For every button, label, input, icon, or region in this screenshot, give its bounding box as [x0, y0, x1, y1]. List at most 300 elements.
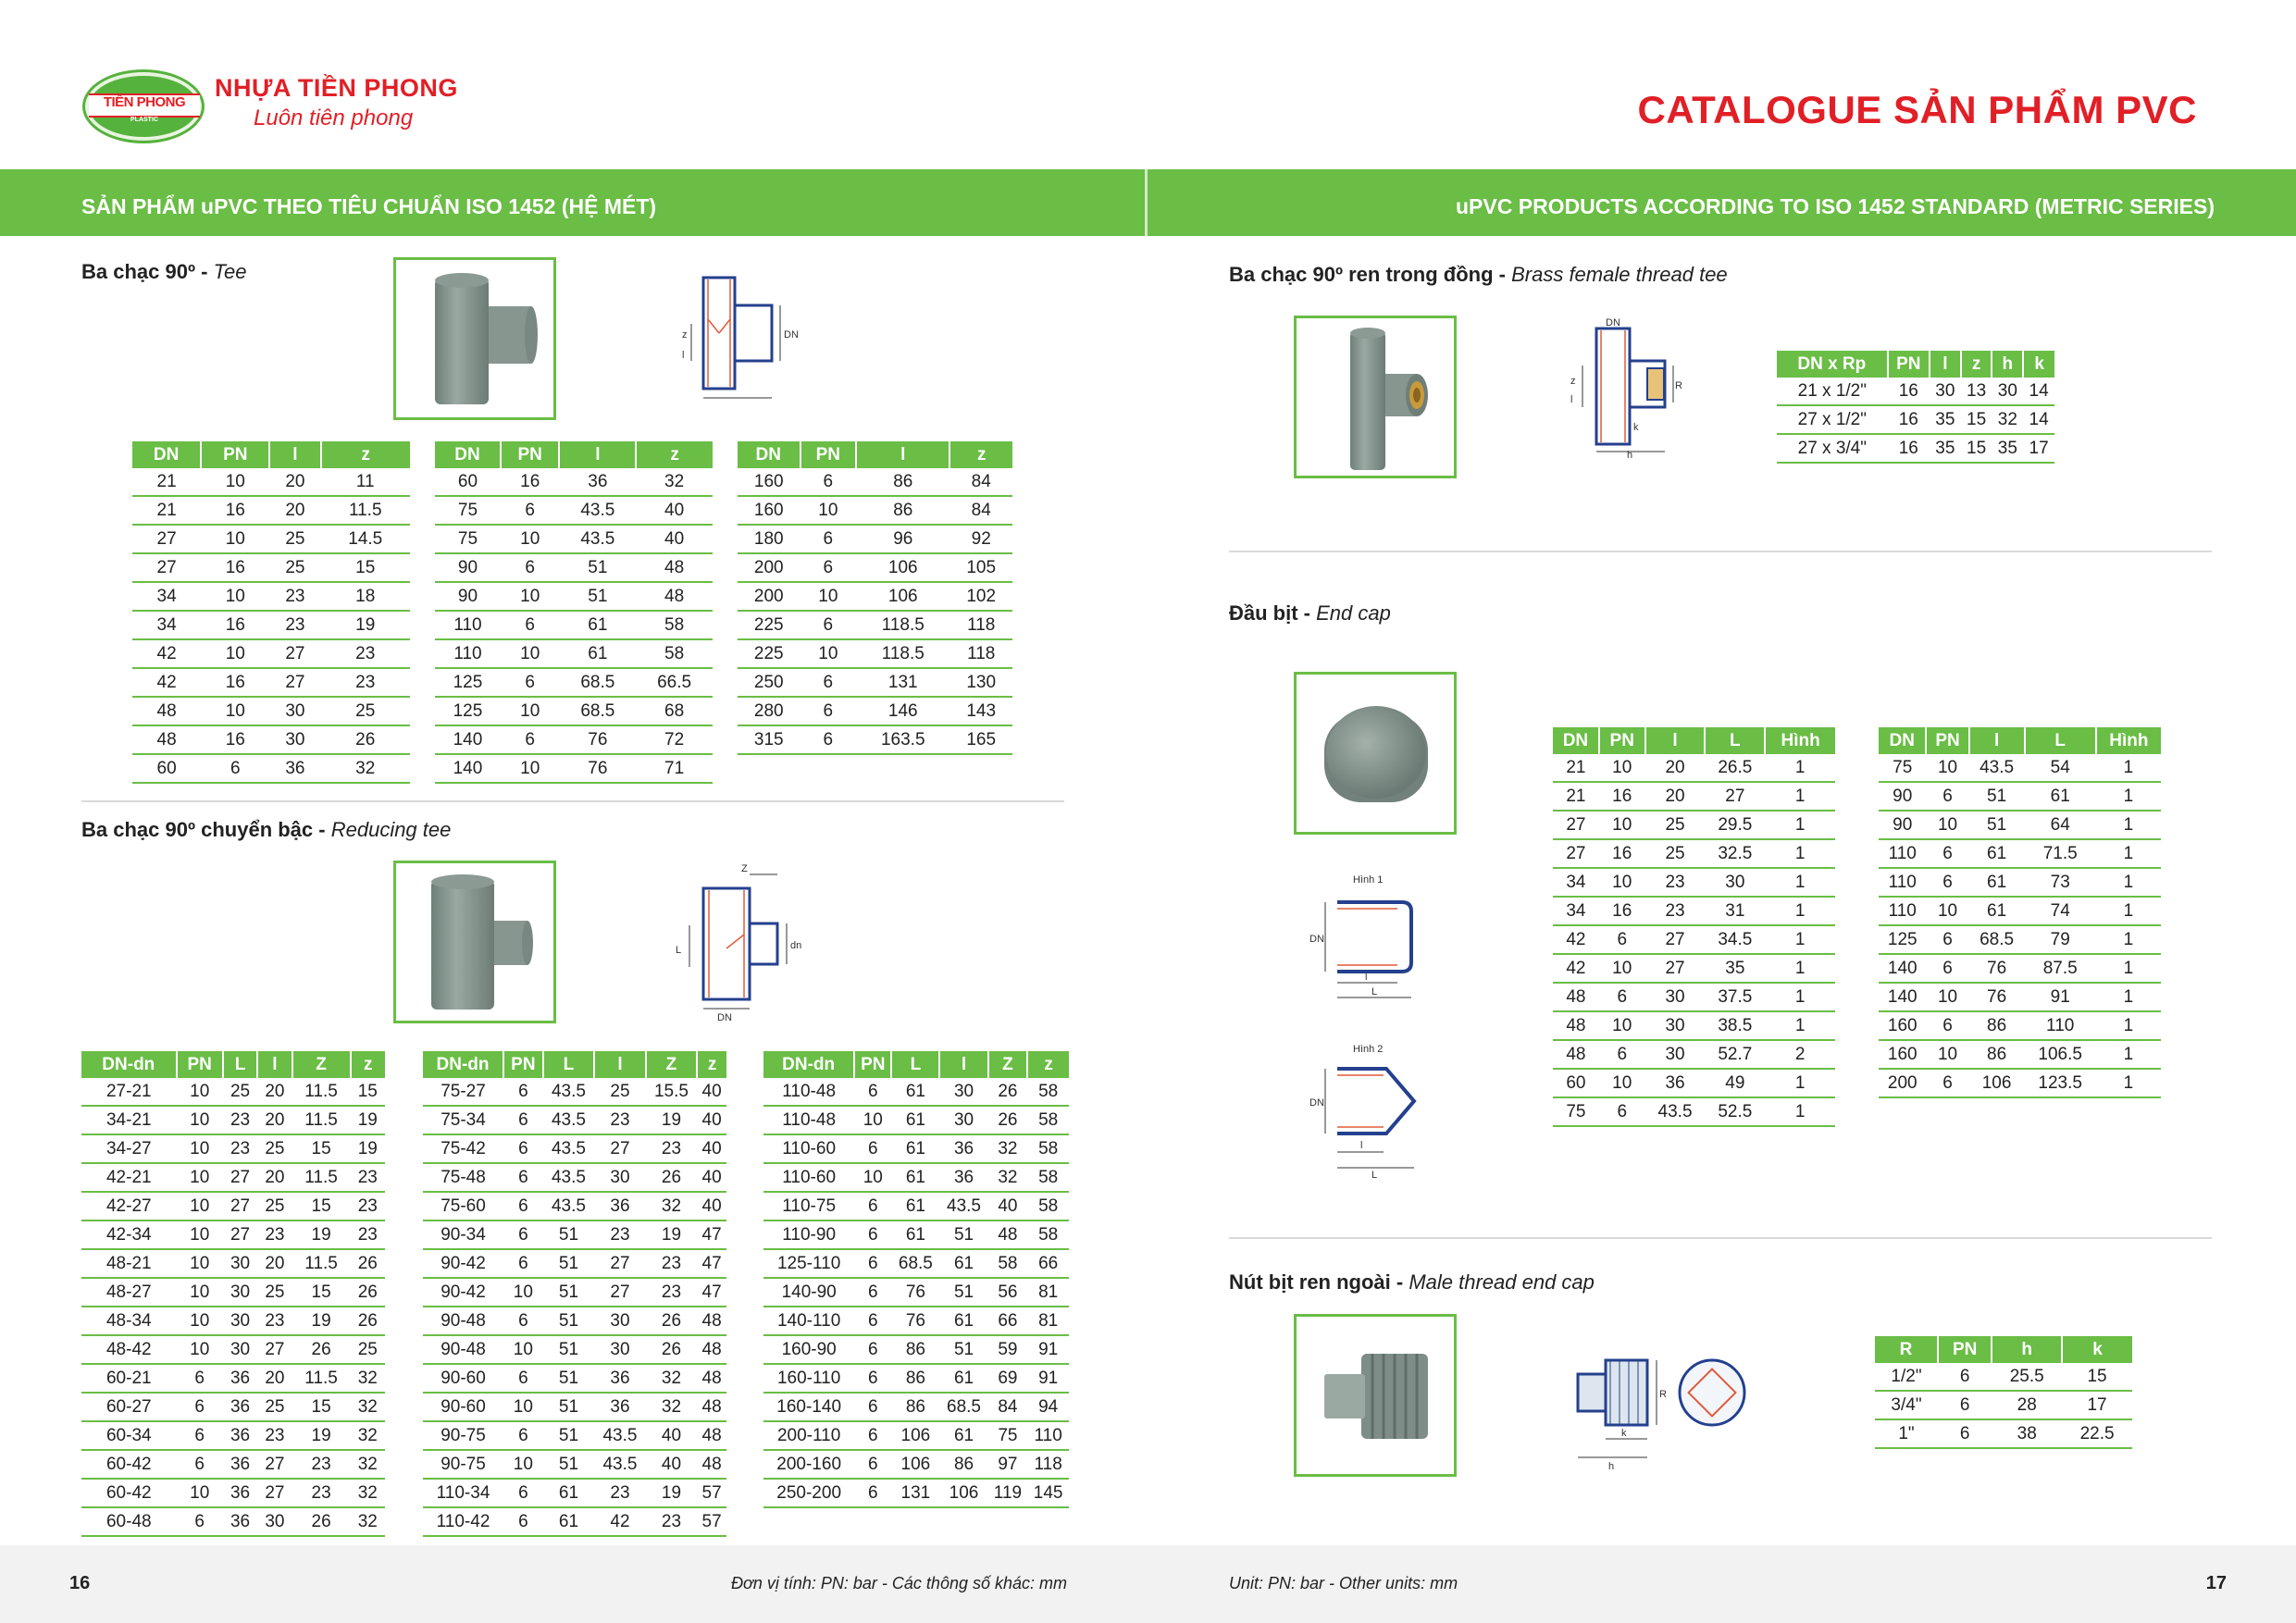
table-cell: 86	[891, 1393, 939, 1421]
table-cell: 20	[257, 1163, 292, 1192]
end-cap-header-row	[1553, 727, 1835, 754]
table-cell: 105	[949, 553, 1012, 582]
reducing-tee-col-header: L	[223, 1051, 257, 1078]
table-cell: 40	[697, 1163, 726, 1192]
table-cell: 6	[854, 1450, 891, 1479]
table-cell: 21 x 1/2"	[1777, 378, 1888, 405]
reducing-tee-col-header: l	[594, 1051, 646, 1078]
table-cell: 1	[2096, 782, 2161, 811]
table-cell: 32	[1992, 405, 2023, 434]
tee-section-title: Ba chạc 90º - Tee	[81, 260, 247, 283]
table-cell: 90-34	[423, 1220, 503, 1249]
table-row	[763, 1450, 1069, 1479]
table-cell: 6	[800, 611, 857, 639]
table-cell: 38	[1992, 1419, 2062, 1448]
divider-1	[81, 800, 1064, 802]
table-cell: 10	[800, 582, 857, 611]
table-cell: 180	[738, 525, 800, 553]
end-cap-header-row	[1879, 727, 2161, 754]
catalog-title: CATALOGUE SẢN PHẨM PVC	[1637, 88, 2197, 131]
table-cell: 60	[435, 468, 501, 496]
tee-col-header: DN	[738, 441, 800, 468]
table-row	[738, 668, 1012, 697]
table-cell: 6	[1938, 1391, 1992, 1419]
brand-logo-sub: PLASTIC	[130, 117, 158, 123]
end-cap-col-header: l	[1645, 727, 1706, 754]
table-row	[763, 1078, 1069, 1106]
table-cell: 6	[854, 1192, 891, 1220]
table-row	[132, 553, 410, 582]
table-cell: 84	[988, 1393, 1028, 1421]
end-cap-2-dim-L: L	[1371, 1170, 1378, 1180]
table-cell: 27	[223, 1163, 257, 1192]
table-cell: 20	[257, 1364, 292, 1393]
table-row	[1875, 1363, 2132, 1391]
table-cell: 96	[856, 525, 949, 553]
table-cell: 23	[594, 1106, 646, 1134]
table-cell: 40	[636, 496, 713, 525]
table-row	[763, 1249, 1069, 1278]
table-cell: 42	[132, 668, 201, 697]
table-cell: 16	[201, 553, 269, 582]
table-cell: 165	[949, 725, 1012, 754]
table-cell: 11.5	[292, 1163, 351, 1192]
table-cell: 160	[1879, 1040, 1926, 1069]
table-row	[423, 1278, 726, 1307]
table-cell: 6	[501, 496, 560, 525]
table-cell: 10	[503, 1335, 543, 1364]
table-cell: 1	[2096, 811, 2161, 839]
table-cell: 48-21	[81, 1249, 177, 1278]
table-cell: 20	[1645, 754, 1706, 782]
table-cell: 26.5	[1705, 754, 1765, 782]
table-cell: 71	[636, 754, 713, 783]
male-cap-col-header: h	[1992, 1336, 2062, 1363]
table-cell: 48	[132, 725, 201, 754]
table-cell: 48	[1553, 1040, 1599, 1069]
table-cell: 15	[1961, 434, 1992, 463]
table-cell: 3/4"	[1875, 1391, 1938, 1419]
table-cell: 2	[1765, 1040, 1835, 1069]
table-row	[738, 697, 1012, 725]
brass-tee-title-en: Brass female thread tee	[1511, 263, 1728, 286]
table-cell: 10	[501, 697, 560, 725]
table-cell: 58	[636, 611, 713, 639]
table-cell: 61	[939, 1364, 987, 1393]
table-cell: 118.5	[856, 611, 949, 639]
table-cell: 34	[132, 611, 201, 639]
table-cell: 66	[1027, 1249, 1069, 1278]
table-cell: 23	[646, 1134, 698, 1163]
table-row	[1879, 868, 2161, 897]
table-cell: 40	[697, 1192, 726, 1220]
table-row	[132, 754, 410, 783]
reducing-tee-dim-l: L	[676, 945, 682, 956]
table-cell: 61	[2025, 782, 2096, 811]
table-row	[423, 1507, 726, 1536]
table-cell: 36	[1645, 1069, 1706, 1097]
table-cell: 280	[738, 697, 800, 725]
table-cell: 90-42	[423, 1249, 503, 1278]
table-cell: 10	[1599, 954, 1645, 983]
table-row	[1553, 1040, 1835, 1069]
table-cell: 19	[351, 1106, 385, 1134]
table-cell: 1	[1765, 925, 1835, 954]
male-cap-title-en: Male thread end cap	[1409, 1270, 1595, 1294]
table-row	[1879, 839, 2161, 868]
table-cell: 10	[201, 525, 269, 553]
table-cell: 27	[257, 1335, 292, 1364]
table-cell: 10	[503, 1450, 543, 1479]
reducing-tee-photo	[393, 861, 556, 1023]
table-cell: 66.5	[636, 668, 713, 697]
table-cell: 6	[177, 1450, 223, 1479]
table-cell: 27-21	[81, 1078, 177, 1106]
table-cell: 52.7	[1705, 1040, 1765, 1069]
table-row	[423, 1364, 726, 1393]
table-cell: 61	[559, 611, 636, 639]
table-cell: 25	[257, 1134, 292, 1163]
table-cell: 16	[1888, 434, 1930, 463]
table-row	[738, 553, 1012, 582]
brass-tee-dim-r: R	[1675, 380, 1682, 391]
end-cap-col-header: l	[1969, 727, 2025, 754]
table-cell: 27	[1705, 782, 1765, 811]
table-cell: 57	[697, 1479, 726, 1507]
table-cell: 42	[1553, 954, 1599, 983]
table-cell: 92	[949, 525, 1012, 553]
table-cell: 20	[1645, 782, 1706, 811]
table-cell: 75-48	[423, 1163, 503, 1192]
table-cell: 6	[1926, 1011, 1968, 1040]
table-row	[1777, 405, 2054, 434]
table-cell: 11.5	[292, 1249, 351, 1278]
table-row	[1553, 925, 1835, 954]
table-cell: 160	[738, 496, 800, 525]
table-cell: 26	[988, 1078, 1028, 1106]
table-cell: 10	[800, 639, 857, 668]
table-cell: 61	[891, 1134, 939, 1163]
table-cell: 35	[1705, 954, 1765, 983]
table-cell: 6	[1926, 954, 1968, 983]
table-cell: 87.5	[2025, 954, 2096, 983]
table-cell: 16	[201, 725, 269, 754]
table-cell: 43.5	[939, 1192, 987, 1220]
table-row	[435, 525, 713, 553]
table-cell: 11.5	[321, 496, 411, 525]
brass-tee-col-header: h	[1992, 351, 2023, 378]
male-cap-drawing	[1564, 1346, 1749, 1476]
table-cell: 110-60	[763, 1163, 854, 1192]
table-cell: 51	[543, 1450, 595, 1479]
table-cell: 75-42	[423, 1134, 503, 1163]
table-cell: 10	[177, 1335, 223, 1364]
end-cap-col-header: L	[2025, 727, 2096, 754]
table-cell: 27	[594, 1278, 646, 1307]
table-row	[1879, 954, 2161, 983]
table-cell: 30	[1645, 1040, 1706, 1069]
table-cell: 20	[257, 1249, 292, 1278]
table-cell: 1	[1765, 983, 1835, 1011]
table-cell: 57	[697, 1507, 726, 1536]
reducing-tee-col-header: DN-dn	[81, 1051, 177, 1078]
tee-table-3	[738, 441, 1012, 755]
table-row	[132, 496, 410, 525]
table-row	[1879, 782, 2161, 811]
table-cell: 42	[132, 639, 201, 668]
table-row	[81, 1278, 385, 1307]
table-row	[435, 668, 713, 697]
table-cell: 27 x 1/2"	[1777, 405, 1888, 434]
table-cell: 60-34	[81, 1421, 177, 1450]
table-cell: 16	[201, 611, 269, 639]
table-cell: 10	[201, 468, 269, 496]
table-cell: 32	[988, 1163, 1028, 1192]
table-cell: 1	[2096, 868, 2161, 897]
table-cell: 26	[646, 1307, 698, 1335]
table-cell: 23	[646, 1249, 698, 1278]
table-cell: 91	[1027, 1335, 1069, 1364]
table-cell: 21	[132, 468, 201, 496]
table-cell: 200	[1879, 1069, 1926, 1097]
table-cell: 25	[1645, 839, 1706, 868]
table-cell: 61	[559, 639, 636, 668]
table-cell: 6	[854, 1479, 891, 1507]
table-row	[1553, 983, 1835, 1011]
table-cell: 18	[321, 582, 411, 611]
table-cell: 32	[351, 1479, 385, 1507]
table-cell: 119	[988, 1479, 1028, 1507]
table-cell: 32	[646, 1364, 698, 1393]
table-cell: 1	[1765, 1011, 1835, 1040]
table-cell: 1	[1765, 782, 1835, 811]
table-cell: 160-90	[763, 1335, 854, 1364]
end-cap-col-header: DN	[1553, 727, 1599, 754]
table-row	[738, 639, 1012, 668]
male-cap-col-header: PN	[1938, 1336, 1992, 1363]
table-cell: 6	[501, 668, 560, 697]
table-row	[763, 1106, 1069, 1134]
table-cell: 32	[351, 1507, 385, 1536]
table-cell: 6	[1926, 1069, 1968, 1097]
table-cell: 6	[503, 1479, 543, 1507]
table-cell: 16	[201, 668, 269, 697]
table-cell: 200-110	[763, 1421, 854, 1450]
table-cell: 51	[543, 1307, 595, 1335]
table-cell: 36	[594, 1393, 646, 1421]
table-row	[423, 1134, 726, 1163]
brass-tee-col-header: z	[1961, 351, 1992, 378]
table-cell: 49	[1705, 1069, 1765, 1097]
table-cell: 27	[223, 1220, 257, 1249]
table-cell: 75	[1553, 1097, 1599, 1126]
table-cell: 110	[2025, 1011, 2096, 1040]
table-cell: 94	[1027, 1393, 1069, 1421]
table-cell: 90	[1879, 782, 1926, 811]
table-cell: 61	[939, 1249, 987, 1278]
table-cell: 1	[1765, 897, 1835, 925]
table-cell: 6	[1599, 1097, 1645, 1126]
table-cell: 10	[1599, 1011, 1645, 1040]
table-row	[132, 639, 410, 668]
table-cell: 110-75	[763, 1192, 854, 1220]
table-cell: 90	[1879, 811, 1926, 839]
table-cell: 86	[891, 1364, 939, 1393]
table-cell: 51	[559, 582, 636, 611]
table-row	[81, 1192, 385, 1220]
table-cell: 19	[292, 1307, 351, 1335]
table-cell: 27	[257, 1450, 292, 1479]
table-cell: 1	[1765, 1069, 1835, 1097]
table-row	[81, 1106, 385, 1134]
table-row	[81, 1450, 385, 1479]
table-cell: 23	[321, 639, 411, 668]
table-cell: 48	[636, 553, 713, 582]
table-cell: 28	[1992, 1391, 2062, 1419]
table-row	[132, 668, 410, 697]
table-cell: 23	[594, 1479, 646, 1507]
table-cell: 6	[854, 1078, 891, 1106]
table-cell: 6	[854, 1364, 891, 1393]
table-cell: 10	[800, 496, 857, 525]
table-cell: 48	[1553, 983, 1599, 1011]
tee-photo	[393, 257, 556, 420]
brass-tee-col-header: k	[2023, 351, 2054, 378]
table-cell: 26	[646, 1163, 698, 1192]
table-cell: 61	[891, 1220, 939, 1249]
table-cell: 1	[1765, 868, 1835, 897]
reducing-tee-dim-z: Z	[741, 863, 748, 874]
table-cell: 43.5	[559, 525, 636, 553]
table-cell: 86	[1969, 1040, 2025, 1069]
table-row	[738, 611, 1012, 639]
table-cell: 36	[939, 1134, 987, 1163]
table-cell: 6	[854, 1421, 891, 1450]
table-row	[738, 468, 1012, 496]
table-row	[1879, 1069, 2161, 1097]
brass-tee-dim-l: l	[1570, 394, 1573, 405]
end-cap-photo	[1294, 672, 1457, 835]
table-cell: 90	[435, 582, 501, 611]
table-cell: 60-48	[81, 1507, 177, 1536]
table-cell: 106	[856, 582, 949, 611]
table-cell: 64	[2025, 811, 2096, 839]
end-cap-col-header: Hình	[2096, 727, 2161, 754]
table-cell: 58	[1027, 1106, 1069, 1134]
table-cell: 43.5	[594, 1450, 646, 1479]
table-cell: 26	[321, 725, 411, 754]
table-cell: 90-48	[423, 1307, 503, 1335]
table-cell: 10	[177, 1307, 223, 1335]
table-cell: 15	[292, 1393, 351, 1421]
table-cell: 76	[1969, 954, 2025, 983]
tee-col-header: PN	[501, 441, 560, 468]
table-cell: 34-27	[81, 1134, 177, 1163]
table-cell: 1"	[1875, 1419, 1938, 1448]
table-cell: 56	[988, 1278, 1028, 1307]
table-cell: 110-48	[763, 1078, 854, 1106]
table-cell: 34	[1553, 897, 1599, 925]
table-cell: 58	[1027, 1134, 1069, 1163]
table-row	[1553, 897, 1835, 925]
table-cell: 10	[177, 1134, 223, 1163]
end-cap-2-dim-l: l	[1360, 1140, 1363, 1151]
table-cell: 19	[646, 1220, 698, 1249]
table-cell: 6	[503, 1163, 543, 1192]
table-cell: 58	[1027, 1192, 1069, 1220]
table-cell: 52.5	[1705, 1097, 1765, 1126]
table-cell: 58	[1027, 1220, 1069, 1249]
table-cell: 68.5	[559, 697, 636, 725]
table-cell: 10	[501, 754, 560, 783]
table-cell: 10	[177, 1106, 223, 1134]
brass-tee-dim-dn: DN	[1606, 317, 1620, 328]
table-cell: 106.5	[2025, 1040, 2096, 1069]
table-cell: 15	[292, 1192, 351, 1220]
table-cell: 48	[636, 582, 713, 611]
table-row	[132, 697, 410, 725]
table-cell: 21	[132, 496, 201, 525]
table-cell: 6	[503, 1078, 543, 1106]
table-row	[423, 1479, 726, 1507]
reducing-tee-col-header: z	[1027, 1051, 1069, 1078]
table-cell: 40	[646, 1450, 698, 1479]
table-cell: 68.5	[939, 1393, 987, 1421]
end-cap-col-header: DN	[1879, 727, 1926, 754]
table-cell: 36	[223, 1393, 257, 1421]
table-cell: 6	[854, 1249, 891, 1278]
table-cell: 81	[1027, 1278, 1069, 1307]
table-cell: 26	[646, 1335, 698, 1364]
table-cell: 42-21	[81, 1163, 177, 1192]
table-cell: 90-75	[423, 1421, 503, 1450]
table-cell: 200	[738, 582, 800, 611]
table-row	[423, 1078, 726, 1106]
table-cell: 40	[697, 1078, 726, 1106]
table-cell: 160	[1879, 1011, 1926, 1040]
table-cell: 51	[559, 553, 636, 582]
table-cell: 10	[201, 639, 269, 668]
table-cell: 1	[2096, 954, 2161, 983]
table-cell: 27	[1553, 839, 1599, 868]
table-cell: 42	[1553, 925, 1599, 954]
table-row	[423, 1335, 726, 1364]
table-cell: 26	[351, 1307, 385, 1335]
table-cell: 131	[891, 1479, 939, 1507]
table-cell: 40	[646, 1421, 698, 1450]
table-cell: 23	[646, 1507, 698, 1536]
reducing-tee-title-vi: Ba chạc 90º chuyển bậc	[81, 818, 314, 841]
table-cell: 86	[856, 468, 949, 496]
table-row	[1879, 1011, 2161, 1040]
table-cell: 75	[988, 1421, 1028, 1450]
table-cell: 43.5	[1645, 1097, 1706, 1126]
table-cell: 140	[1879, 983, 1926, 1011]
table-cell: 21	[1553, 782, 1599, 811]
table-row	[1879, 754, 2161, 782]
table-cell: 10	[177, 1249, 223, 1278]
tee-col-header: l	[559, 441, 636, 468]
table-cell: 30	[269, 697, 320, 725]
table-row	[738, 582, 1012, 611]
table-row	[1879, 811, 2161, 839]
table-cell: 61	[543, 1507, 595, 1536]
table-cell: 68	[636, 697, 713, 725]
table-cell: 6	[177, 1507, 223, 1536]
table-row	[1553, 811, 1835, 839]
table-cell: 10	[1599, 811, 1645, 839]
table-cell: 25	[257, 1192, 292, 1220]
